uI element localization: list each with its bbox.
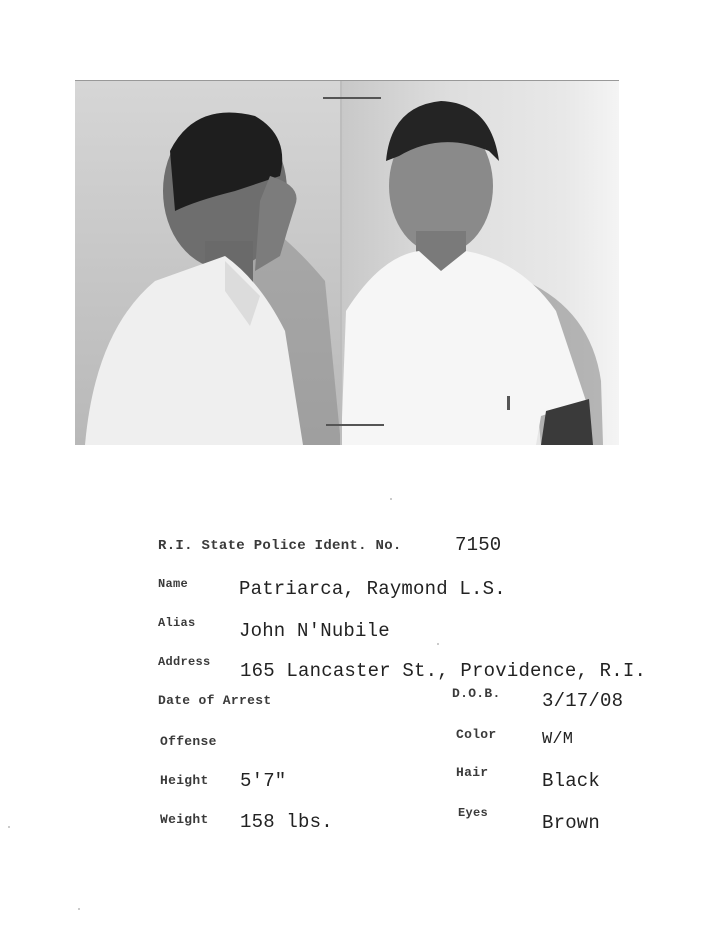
hair-value: Black (542, 770, 601, 792)
eyes-value: Brown (542, 812, 601, 834)
weight-label: Weight (160, 812, 209, 827)
address-value: 165 Lancaster St., Providence, R.I. (240, 660, 647, 682)
ident-number-label: R.I. State Police Ident. No. (158, 538, 402, 554)
offense-label: Offense (160, 734, 217, 749)
address-label: Address (158, 655, 211, 669)
name-value: Patriarca, Raymond L.S. (239, 578, 506, 600)
paper-speck (78, 908, 80, 910)
color-label: Color (456, 727, 497, 742)
paper-speck (390, 498, 392, 500)
weight-value: 158 lbs. (240, 811, 333, 833)
hair-label: Hair (456, 765, 489, 780)
dob-value: 3/17/08 (542, 690, 624, 712)
paper-speck (437, 643, 439, 645)
paper-speck (8, 826, 10, 828)
ident-number-value: 7150 (455, 534, 502, 556)
date-of-arrest-label: Date of Arrest (158, 693, 272, 708)
height-value: 5'7" (240, 770, 287, 792)
name-label: Name (158, 577, 189, 591)
alias-value: John N'Nubile (239, 620, 390, 642)
height-label: Height (160, 773, 209, 788)
eyes-label: Eyes (458, 806, 489, 820)
color-value: W/M (542, 730, 574, 749)
dob-label: D.O.B. (452, 686, 501, 701)
alias-label: Alias (158, 616, 196, 630)
